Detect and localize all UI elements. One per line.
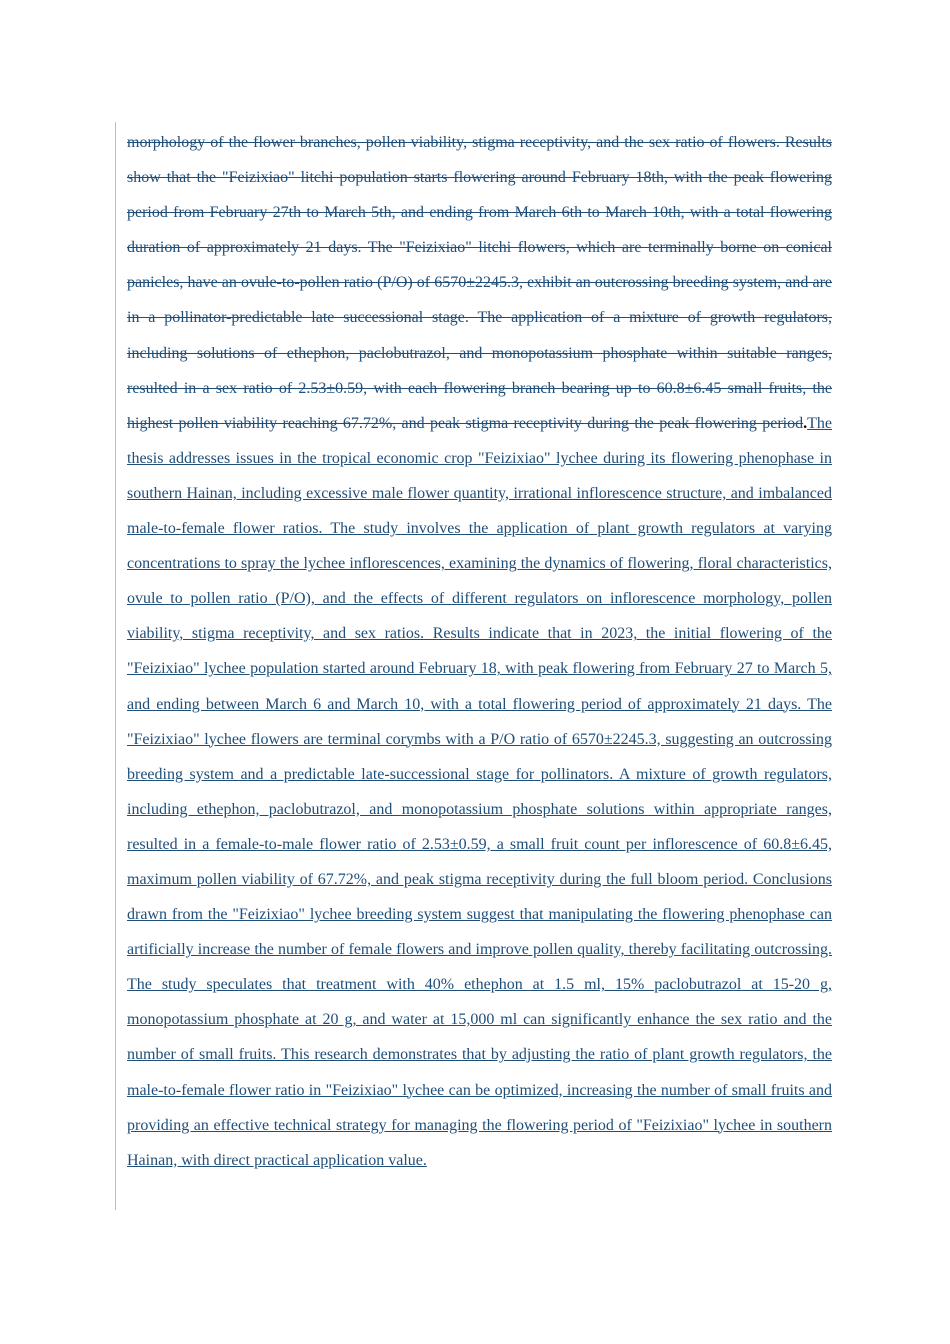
sentence-period: . bbox=[803, 414, 808, 432]
inserted-text-revision: The thesis addresses issues in the tropical economic crop "Feizixiao" lychee during its flowering phenophase in southern Hainan, including excessive male flower quantity, irrational inflorescence structure, and imbalanced male-to-female flower ratios. The study involves the application of plant growth regulators at varying concentrations to spray the lychee inflorescences, examining the dynamics of flowering, floral characteristics, ovule to pollen ratio (P/O), and the effects of different regulators on inflorescence morphology, pollen viability, stigma receptivity, and sex ratios. Results indicate that in 2023, the initial flowering of the "Feizixiao" lychee population started around February 18, with peak flowering from February 27 to March 5, and ending between March 6 and March 10, with a total flowering period of approximately 21 days. The "Feizixiao" lychee flowers are terminal corymbs with a P/O ratio of 6570±2245.3, suggesting an outcrossing breeding system and a predictable late-successional stage for pollinators. A mixture of growth regulators, including ethephon, paclobutrazol, and monopotassium phosphate solutions within appropriate ranges, resulted in a female-to-male flower ratio of 2.53±0.59, a small fruit count per inflorescence of 60.8±6.45, maximum pollen viability of 67.72%, and peak stigma receptivity during the full bloom period. Conclusions drawn from the "Feizixiao" lychee breeding system suggest that manipulating the flowering phenophase can artificially increase the number of female flowers and improve pollen quality, thereby facilitating outcrossing. The study speculates that treatment with 40% ethephon at 1.5 ml, 15% paclobutrazol at 15-20 g, monopotassium phosphate at 20 g, and water at 15,000 ml can significantly enhance the sex ratio and the number of small fruits. This research demonstrates that by adjusting the ratio of plant growth regulators, the male-to-female flower ratio in "Feizixiao" lychee can be optimized, increasing the number of small fruits and providing an effective technical strategy for managing the flowering period of "Feizixiao" lychee in southern Hainan, with direct practical application value. bbox=[127, 414, 832, 1169]
abstract-paragraph bbox=[127, 125, 832, 1178]
revision-change-bar bbox=[115, 122, 116, 1210]
deleted-text-revision: morphology of the flower branches, pollen viability, stigma receptivity, and the sex ratio of flowers. Results show that the "Feizixiao" litchi population starts flowering around February 18th, with the peak flowering period from February 27th to March 5th, and ending from March 6th to March 10th, with a total flowering duration of approximately 21 days. The "Feizixiao" litchi flowers, which are terminally borne on conical panicles, have an ovule-to-pollen ratio (P/O) of 6570±2245.3, exhibit an outcrossing breeding system, and are in a pollinator-predictable late successional stage. The application of a mixture of growth regulators, including solutions of ethephon, paclobutrazol, and monopotassium phosphate within suitable ranges, resulted in a sex ratio of 2.53±0.59, with each flowering branch bearing up to 60.8±6.45 small fruits, the highest pollen viability reaching 67.72%, and peak stigma receptivity during the peak flowering period bbox=[127, 134, 832, 432]
